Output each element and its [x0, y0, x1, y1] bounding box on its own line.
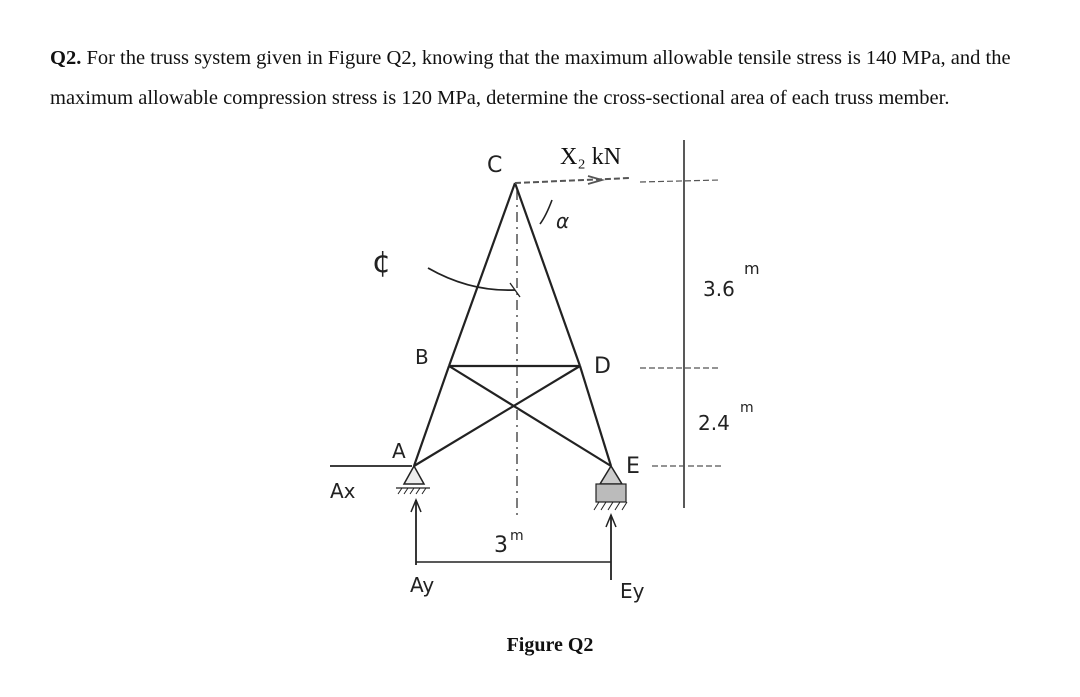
dim-bottom-unit: m	[740, 400, 754, 416]
reaction-ay-label: Ay	[410, 573, 435, 597]
dim-top-value: 3.6	[703, 277, 735, 301]
ground-e-hatch	[594, 502, 627, 510]
question-number: Q2.	[50, 47, 82, 69]
ground-a-hatch	[398, 488, 426, 494]
dim-base-value: 3	[494, 533, 508, 558]
member-ad	[414, 366, 580, 466]
figure-caption: Figure Q2	[506, 634, 594, 656]
dim-base-unit: m	[510, 528, 524, 544]
centerline-symbol: ¢	[372, 245, 392, 280]
dim-bottom-value: 2.4	[698, 411, 730, 435]
dim-tick-top	[640, 180, 720, 182]
reaction-ax-label: Ax	[330, 479, 356, 503]
load-label: X₂ kN	[560, 144, 622, 170]
angle-label: α	[556, 209, 570, 233]
truss-members	[414, 183, 611, 466]
member-be	[449, 366, 611, 466]
joint-e-label: E	[626, 454, 640, 479]
member-bc	[449, 183, 515, 366]
angle-arc	[540, 200, 552, 224]
joint-a-label: A	[392, 439, 406, 463]
question-body: For the truss system given in Figure Q2, knowing that the maximum allowable tensile stress is 140 MPa, and the maximum allowable compression stress is 120 MPa, determine the cross-sectional area of each truss member.	[50, 47, 1011, 109]
load-line	[515, 178, 630, 183]
joint-d-label: D	[594, 354, 611, 379]
support-e	[600, 466, 622, 484]
dim-top-unit: m	[744, 259, 760, 278]
centerline-pointer	[428, 268, 515, 290]
member-ab	[414, 366, 449, 466]
roller-e	[596, 484, 626, 502]
support-a	[404, 466, 424, 484]
reaction-ey-label: Ey	[620, 579, 645, 603]
joint-c-label: C	[487, 153, 503, 178]
joint-b-label: B	[415, 345, 429, 369]
